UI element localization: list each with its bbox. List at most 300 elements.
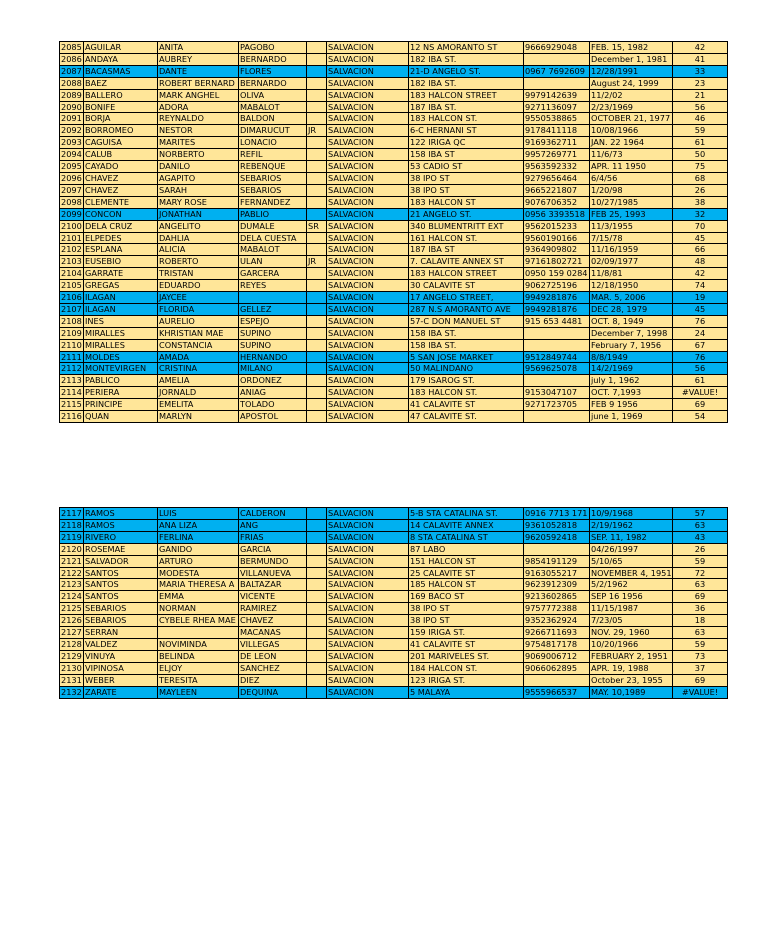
cell-age: 54 [673,411,728,423]
cell-birthdate: December 7, 1998 [590,327,673,339]
cell-barangay: SALVACION [327,627,409,639]
cell-first-name: DAHLIA [158,232,239,244]
cell-birthdate: 2/19/1962 [590,519,673,531]
cell-middle-name: VILLANUEVA [239,567,307,579]
cell-contact: 0916 7713 171 [525,508,588,518]
cell-no: 2093 [61,137,82,148]
cell-barangay: SALVACION [327,411,409,423]
cell-first-name: TRISTAN [158,268,239,280]
cell-birthdate: 10/27/1985 [590,196,673,208]
cell-no: 2101 [61,232,82,243]
cell-birthdate: December 1, 1981 [590,53,673,65]
cell-no: 2109 [61,327,82,338]
cell-suffix [307,161,327,173]
cell-first-name: BELINDA [158,650,239,662]
cell-birthdate: SEP. 11, 1982 [590,531,673,543]
table-row [60,137,728,149]
cell-age: 23 [673,77,728,89]
cell-surname: CAYADO [84,161,158,173]
cell-address: 7. CALAVITE ANNEX ST [409,256,524,268]
cell-suffix [307,375,327,387]
cell-middle-name: BERNARDO [239,77,307,89]
cell-contact: 9153047107 [524,387,590,399]
cell-no: 2107 [61,303,82,314]
cell-birthdate: APR. 11 1950 [590,161,673,173]
cell-contact: 9271136097 [524,101,590,113]
cell-age: 63 [673,579,728,591]
cell-first-name: ARTURO [158,555,239,567]
cell-address: 8 STA CATALINA ST [409,531,524,543]
cell-address: 183 HALCON ST. [409,387,524,399]
cell-no: 2091 [61,113,82,124]
cell-contact [524,543,590,555]
cell-middle-name: FRIAS [239,531,307,543]
table-row [60,579,728,591]
cell-suffix [307,567,327,579]
cell-surname: BALLERO [84,89,158,101]
cell-age: 50 [673,149,728,161]
cell-birthdate: 5/2/1962 [590,579,673,591]
cell-address: 158 IBA ST [409,149,524,161]
cell-contact: 9076706352 [524,196,590,208]
table-row [60,411,728,423]
cell-barangay: SALVACION [327,77,409,89]
cell-address: 87 LABO [409,543,524,555]
cell-barangay: SALVACION [327,674,409,686]
cell-contact: 9560190166 [524,232,590,244]
cell-no: 2121 [61,555,82,566]
cell-first-name: LUIS [158,508,239,520]
cell-age: 68 [673,172,728,184]
cell-barangay: SALVACION [327,519,409,531]
cell-first-name: AURELIO [158,315,239,327]
cell-barangay: SALVACION [327,351,409,363]
cell-address: 123 IRIGA ST. [409,674,524,686]
cell-first-name: AMADA [158,351,239,363]
cell-middle-name: DEQUINA [239,686,307,698]
cell-age: 56 [673,363,728,375]
cell-contact: 9169362711 [524,137,590,149]
cell-barangay: SALVACION [327,113,409,125]
cell-first-name: ANA LIZA [158,519,239,531]
cell-birthdate: MAY. 10,1989 [590,686,673,698]
cell-surname: VIPINOSA [84,662,158,674]
cell-address: 38 IPO ST [409,603,524,615]
cell-birthdate: 6/4/56 [590,172,673,184]
cell-barangay: SALVACION [327,149,409,161]
cell-age: 73 [673,650,728,662]
cell-suffix [307,603,327,615]
table-row [60,303,728,315]
cell-middle-name: GARCIA [239,543,307,555]
cell-age: 37 [673,662,728,674]
table-row [60,662,728,674]
cell-surname: WEBER [84,674,158,686]
table-row [60,351,728,363]
cell-no: 2094 [61,149,82,160]
cell-suffix [307,303,327,315]
cell-suffix [307,113,327,125]
cell-age: 76 [673,315,728,327]
cell-age: 45 [673,232,728,244]
cell-contact: 9854191129 [524,555,590,567]
cell-birthdate: 11/2/02 [590,89,673,101]
cell-contact: 9069006712 [524,650,590,662]
cell-middle-name: CALDERON [239,508,307,520]
cell-address: 183 HALCON STREET [409,268,524,280]
table-row [60,161,728,173]
cell-barangay: SALVACION [327,65,409,77]
cell-age: 69 [673,399,728,411]
cell-first-name: ANITA [158,42,239,54]
cell-surname: SALVADOR [84,555,158,567]
cell-middle-name: LONACIO [239,137,307,149]
cell-contact: 9279656464 [524,172,590,184]
cell-no: 2131 [61,674,82,685]
table-row [60,280,728,292]
cell-age: #VALUE! [673,387,728,399]
cell-address: 17 ANGELO STREET, [409,292,524,304]
table-row [60,113,728,125]
cell-suffix [307,662,327,674]
cell-first-name: CRISTINA [158,363,239,375]
cell-middle-name: SEBARIOS [239,184,307,196]
cell-no: 2132 [61,686,82,697]
cell-address: 38 IPO ST [409,172,524,184]
cell-age: 59 [673,125,728,137]
cell-address: 182 IBA ST. [409,53,524,65]
cell-barangay: SALVACION [327,42,409,54]
cell-suffix [307,315,327,327]
cell-no: 2088 [61,77,82,88]
cell-middle-name: MABALOT [239,244,307,256]
cell-suffix [307,591,327,603]
cell-age: 72 [673,567,728,579]
cell-no: 2092 [61,125,82,136]
cell-suffix [307,579,327,591]
cell-first-name: ROBERT BERNARD [158,77,239,89]
cell-age: 75 [673,161,728,173]
cell-surname: INES [84,315,158,327]
cell-suffix [307,339,327,351]
cell-address: 158 IBA ST. [409,339,524,351]
table-row [60,650,728,662]
table-row [60,89,728,101]
cell-first-name: ANGELITO [158,220,239,232]
table-row [60,125,728,137]
cell-no: 2129 [61,650,82,661]
table-row [60,149,728,161]
cell-age: 74 [673,280,728,292]
cell-middle-name: SUPINO [239,339,307,351]
cell-barangay: SALVACION [327,208,409,220]
cell-middle-name: BERNARDO [239,53,307,65]
cell-middle-name: MACANAS [239,627,307,639]
cell-address: 41 CALAVITE ST [409,638,524,650]
cell-contact [524,411,590,423]
cell-no: 2099 [61,208,82,219]
cell-contact: 9979142639 [524,89,590,101]
cell-birthdate: 11/8/81 [590,268,673,280]
cell-no: 2105 [61,280,82,291]
table-row [60,172,728,184]
cell-age: #VALUE! [673,686,728,698]
cell-age: 42 [673,42,728,54]
table-row [60,256,728,268]
cell-middle-name: SANCHEZ [239,662,307,674]
cell-middle-name: TOLADO [239,399,307,411]
table-row [60,208,728,220]
cell-contact: 9623912309 [524,579,590,591]
cell-barangay: SALVACION [327,327,409,339]
cell-middle-name: BERMUNDO [239,555,307,567]
cell-suffix [307,674,327,686]
cell-suffix [307,327,327,339]
cell-first-name: EDUARDO [158,280,239,292]
cell-address: 5-B STA CATALINA ST. [409,508,524,520]
cell-surname: CLEMENTE [84,196,158,208]
cell-barangay: SALVACION [327,161,409,173]
cell-surname: PABLICO [84,375,158,387]
cell-contact: 9066062895 [524,662,590,674]
table-row [60,77,728,89]
cell-age: 33 [673,65,728,77]
cell-age: 56 [673,101,728,113]
table-row [60,555,728,567]
cell-birthdate: JAN. 22 1964 [590,137,673,149]
cell-surname: ILAGAN [84,303,158,315]
cell-birthdate: NOV. 29, 1960 [590,627,673,639]
cell-barangay: SALVACION [327,280,409,292]
table-row [60,627,728,639]
cell-age: 63 [673,519,728,531]
cell-address: 47 CALAVITE ST. [409,411,524,423]
cell-contact: 9062725196 [524,280,590,292]
cell-address: 184 HALCON ST. [409,662,524,674]
cell-barangay: SALVACION [327,650,409,662]
cell-suffix [307,686,327,698]
cell-no: 2114 [61,387,82,398]
cell-address: 183 HALCON STREET [409,89,524,101]
cell-barangay: SALVACION [327,244,409,256]
cell-address: 201 MARIVELES ST. [409,650,524,662]
cell-birthdate: FEB 9 1956 [590,399,673,411]
cell-birthdate: 7/23/05 [590,615,673,627]
cell-middle-name: REBENQUE [239,161,307,173]
cell-age: 59 [673,555,728,567]
cell-age: 36 [673,603,728,615]
cell-age: 57 [673,508,728,520]
cell-contact: 915 653 4481 [524,315,590,327]
cell-no: 2096 [61,172,82,183]
cell-suffix [307,208,327,220]
cell-middle-name: PAGOBO [239,42,307,54]
cell-barangay: SALVACION [327,399,409,411]
cell-contact [524,77,590,89]
cell-barangay: SALVACION [327,375,409,387]
cell-middle-name: MABALOT [239,101,307,113]
cell-no: 2097 [61,184,82,195]
cell-surname: BAEZ [84,77,158,89]
cell-no: 2119 [61,531,82,542]
cell-address: 151 HALCON ST [409,555,524,567]
cell-birthdate: 11/6/73 [590,149,673,161]
cell-suffix [307,42,327,54]
cell-suffix [307,196,327,208]
cell-suffix [307,555,327,567]
cell-address: 159 IRIGA ST. [409,627,524,639]
table-row [60,232,728,244]
table-row [60,615,728,627]
cell-barangay: SALVACION [327,686,409,698]
cell-barangay: SALVACION [327,184,409,196]
cell-first-name: NORMAN [158,603,239,615]
cell-birthdate: 8/8/1949 [590,351,673,363]
cell-barangay: SALVACION [327,615,409,627]
cell-contact: 9178411118 [524,125,590,137]
cell-surname: ESPLANA [84,244,158,256]
cell-birthdate: june 1, 1969 [590,411,673,423]
cell-no: 2112 [61,363,82,374]
cell-birthdate: 11/3/1955 [590,220,673,232]
cell-no: 2124 [61,591,82,602]
cell-no: 2106 [61,292,82,303]
cell-contact [524,674,590,686]
cell-no: 2085 [61,42,82,52]
cell-no: 2102 [61,244,82,255]
cell-address: 41 CALAVITE ST [409,399,524,411]
cell-barangay: SALVACION [327,53,409,65]
cell-contact: 9569625078 [524,363,590,375]
cell-suffix [307,650,327,662]
cell-surname: PERIERA [84,387,158,399]
cell-age: 76 [673,351,728,363]
cell-surname: ROSEMAE [84,543,158,555]
cell-suffix [307,65,327,77]
cell-barangay: SALVACION [327,387,409,399]
cell-suffix [307,363,327,375]
cell-age: 42 [673,268,728,280]
cell-contact [524,327,590,339]
cell-barangay: SALVACION [327,125,409,137]
cell-no: 2100 [61,220,82,231]
cell-middle-name: CHAVEZ [239,615,307,627]
cell-contact: 9555966537 [524,686,590,698]
cell-first-name: CYBELE RHEA MAE [158,615,239,627]
cell-address: 182 IBA ST. [409,77,524,89]
cell-birthdate: February 7, 1956 [590,339,673,351]
cell-contact: 97161802721 [524,256,590,268]
cell-birthdate: 10/9/1968 [590,508,673,520]
cell-address: 183 HALCON ST [409,196,524,208]
cell-middle-name: DE LEON [239,650,307,662]
cell-contact: 9562015233 [524,220,590,232]
cell-age: 24 [673,327,728,339]
table-row [60,196,728,208]
cell-suffix: SR [307,220,327,232]
cell-no: 2126 [61,615,82,626]
cell-contact: 9213602865 [524,591,590,603]
cell-suffix [307,351,327,363]
cell-first-name: ELJOY [158,662,239,674]
cell-address: 5 MALAYA [409,686,524,698]
table-row [60,101,728,113]
cell-barangay: SALVACION [327,256,409,268]
cell-birthdate: 04/26/1997 [590,543,673,555]
cell-contact: 9665221807 [524,184,590,196]
cell-no: 2117 [61,508,82,518]
cell-surname: QUAN [84,411,158,423]
cell-address: 21 ANGELO ST. [409,208,524,220]
cell-surname: ILAGAN [84,292,158,304]
cell-address: 161 HALCON ST. [409,232,524,244]
cell-contact: 9949281876 [524,303,590,315]
cell-surname: CONCON [84,208,158,220]
cell-middle-name: FLORES [239,65,307,77]
cell-barangay: SALVACION [327,196,409,208]
table-row [60,315,728,327]
cell-surname: RIVERO [84,531,158,543]
cell-birthdate: 1/20/98 [590,184,673,196]
cell-suffix [307,411,327,423]
cell-age: 45 [673,303,728,315]
table-row [60,327,728,339]
cell-suffix [307,531,327,543]
cell-first-name: ALICIA [158,244,239,256]
table-row [60,244,728,256]
cell-first-name: GANIDO [158,543,239,555]
cell-first-name: JONATHAN [158,208,239,220]
cell-first-name: NESTOR [158,125,239,137]
cell-barangay: SALVACION [327,137,409,149]
cell-surname: BONIFE [84,101,158,113]
cell-suffix [307,137,327,149]
table-row [60,65,728,77]
cell-barangay: SALVACION [327,292,409,304]
cell-contact: 0956 3393518 [524,208,590,220]
cell-first-name: AGAPITO [158,172,239,184]
cell-birthdate: 12/18/1950 [590,280,673,292]
cell-barangay: SALVACION [327,268,409,280]
cell-no: 2110 [61,339,82,350]
cell-barangay: SALVACION [327,172,409,184]
cell-surname: GARRATE [84,268,158,280]
cell-contact: 9666929048 [524,42,590,54]
cell-birthdate: August 24, 1999 [590,77,673,89]
cell-barangay: SALVACION [327,339,409,351]
cell-birthdate: 10/08/1966 [590,125,673,137]
cell-age: 26 [673,543,728,555]
cell-middle-name: DIEZ [239,674,307,686]
cell-first-name: AMELIA [158,375,239,387]
cell-contact: 9266711693 [524,627,590,639]
cell-no: 2122 [61,567,82,578]
cell-first-name: CONSTANCIA [158,339,239,351]
cell-first-name: AUBREY [158,53,239,65]
table-row [60,531,728,543]
cell-birthdate: FEB 25, 1993 [590,208,673,220]
cell-birthdate: MAR. 5, 2006 [590,292,673,304]
table-row [60,674,728,686]
cell-barangay: SALVACION [327,232,409,244]
cell-surname: BORJA [84,113,158,125]
cell-barangay: SALVACION [327,508,409,520]
cell-age: 32 [673,208,728,220]
cell-barangay: SALVACION [327,220,409,232]
cell-surname: CALUB [84,149,158,161]
cell-birthdate: SEP 16 1956 [590,591,673,603]
cell-no: 2115 [61,399,82,410]
